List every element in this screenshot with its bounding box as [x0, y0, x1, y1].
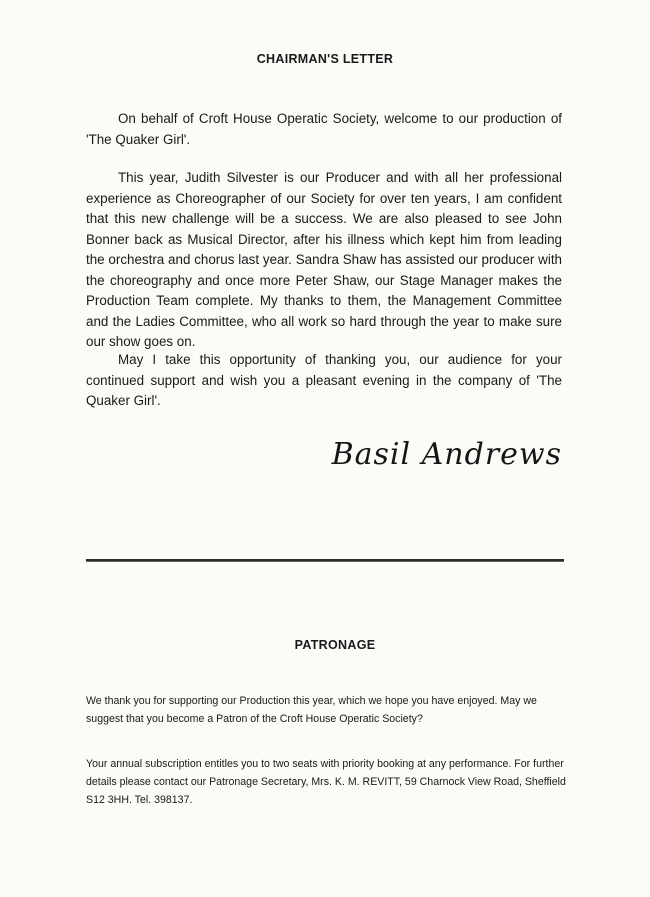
letter-paragraph-thanks: May I take this opportunity of thanking you, our audience for your continued support and wish you a pleasant evening in the company of 'The Quaker Girl'.: [86, 352, 562, 408]
letter-paragraph-welcome: On behalf of Croft House Operatic Society, welcome to our production of 'The Quaker Girl'.: [86, 111, 562, 147]
patronage-paragraph-contact: Your annual subscription entitles you to two seats with priority booking at any performance. For further details please contact our Patronage Secretary, Mrs. K. M. REVITT, 59 Charnock View Road, Sheffield S12 3HH. Tel. 398137.: [86, 758, 566, 806]
patronage-paragraph-invitation: We thank you for supporting our Production this year, which we hope you have enjoyed. May we suggest that you become a Patron of the Croft House Operatic Society?: [86, 695, 537, 725]
section-divider: [86, 559, 564, 562]
chairman-signature: Basil Andrews: [331, 437, 562, 472]
patronage-heading: PATRONAGE: [294, 638, 376, 652]
chairmans-letter-heading: CHAIRMAN'S LETTER: [256, 52, 394, 66]
letter-paragraph-production-team: This year, Judith Silvester is our Producer and with all her professional experience as Choreographer of our Society for over ten years, I am confident that this new challenge will be a success. We are also pleased to see John Bonner back as Musical Director, after his illness which kept him from leading the orchestra and chorus last year. Sandra Shaw has assisted our producer with the choreography and once more Peter Shaw, our Stage Manager makes the Production Team complete. My thanks to them, the Management Committee and the Ladies Committee, who all work so hard through the year to make sure our show goes on.: [86, 170, 562, 349]
